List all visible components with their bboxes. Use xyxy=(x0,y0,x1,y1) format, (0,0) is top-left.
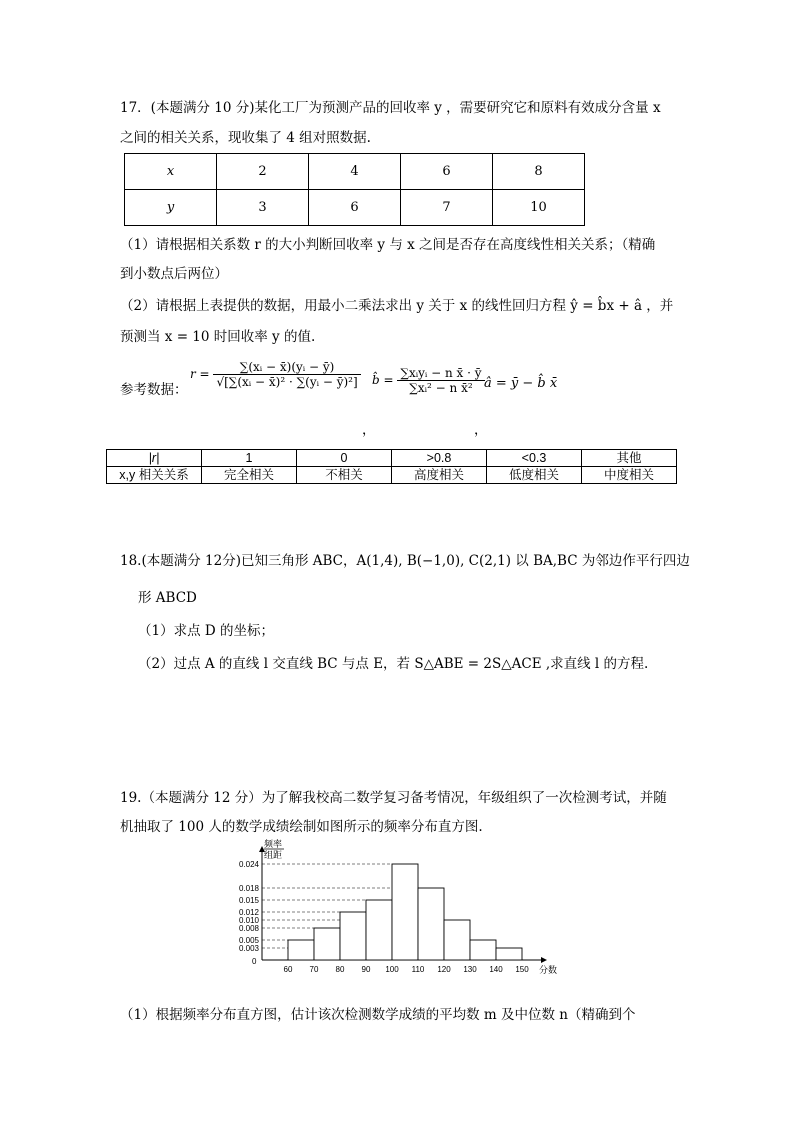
histogram-bar xyxy=(366,900,392,960)
formula-b-denominator: ∑xᵢ² − n x̄² xyxy=(409,381,473,395)
y-tick-label: 0.005 xyxy=(238,936,259,945)
table-cell: 高度相关 xyxy=(392,467,487,484)
y-tick-label: 0.018 xyxy=(238,884,259,893)
q18-part2: （2）过点 A 的直线 l 交直线 BC 与点 E，若 S△ABE = 2S△ACE ,求直线 l 的方程. xyxy=(138,656,649,672)
table-cell: <0.3 xyxy=(487,450,582,467)
table-row xyxy=(125,190,585,226)
reference-label: 参考数据： xyxy=(120,382,188,398)
table-row xyxy=(107,467,677,484)
formula-r-lhs: r = xyxy=(190,367,210,381)
y-axis-label-bottom: 组距 xyxy=(264,850,283,860)
histogram-bar xyxy=(470,940,496,960)
table-cell: 2 xyxy=(217,154,309,190)
x-tick-label: 130 xyxy=(463,965,477,974)
q17-line1: 17．(本题满分 10 分)某化工厂为预测产品的回收率 y ，需要研究它和原料有效成分含量 x xyxy=(120,100,661,116)
histogram-bar xyxy=(496,948,522,960)
q17-part1-line1: （1）请根据相关系数 r 的大小判断回收率 y 与 x 之间是否存在高度线性相关关系；（精确 xyxy=(120,237,656,253)
x-tick-label: 90 xyxy=(361,965,371,974)
q17-data-table xyxy=(124,153,585,226)
y-tick-label: 0.003 xyxy=(238,944,259,953)
formula-r-fraction xyxy=(213,360,360,389)
table-cell: x,y 相关关系 xyxy=(107,467,202,484)
x-tick-label: 70 xyxy=(309,965,319,974)
y-tick-label: 0.015 xyxy=(238,896,259,905)
q18-line2: 形 ABCD xyxy=(138,590,197,606)
histogram-bar xyxy=(340,912,366,960)
x-axis-arrow xyxy=(541,957,547,963)
x-axis-label: 分数 xyxy=(539,965,558,975)
table-cell: 0 xyxy=(297,450,392,467)
table-cell: 6 xyxy=(401,154,493,190)
table-cell: 低度相关 xyxy=(487,467,582,484)
table-cell: 4 xyxy=(309,154,401,190)
table-cell: |r| xyxy=(107,450,202,467)
histogram-bar xyxy=(288,940,314,960)
table-cell: 完全相关 xyxy=(202,467,297,484)
q17-line2: 之间的相关关系，现收集了 4 组对照数据. xyxy=(120,130,371,146)
table-cell: y xyxy=(125,190,217,226)
formula-a: â = ȳ − b̂ x̄ xyxy=(484,376,558,391)
formula-comma-2: ， xyxy=(474,422,488,438)
formula-r xyxy=(190,360,361,389)
y-axis-label-top: 频率 xyxy=(264,839,283,849)
histogram-bar xyxy=(418,888,444,960)
y-tick-label: 0.012 xyxy=(238,908,259,917)
table-cell: x xyxy=(125,154,217,190)
table-cell: 其他 xyxy=(582,450,677,467)
histogram-bar xyxy=(392,864,418,960)
correlation-table xyxy=(106,449,677,484)
formula-b xyxy=(372,366,485,395)
table-cell: 10 xyxy=(493,190,585,226)
formula-b-lhs: b̂ = xyxy=(372,373,394,387)
formula-r-denominator: √[∑(xᵢ − x̄)² · ∑(yᵢ − ȳ)²] xyxy=(216,375,358,389)
q19-line2: 机抽取了 100 人的数学成绩绘制如图所示的频率分布直方图. xyxy=(120,819,483,835)
frequency-histogram xyxy=(220,838,580,978)
q17-part2-line2: 预测当 x = 10 时回收率 y 的值. xyxy=(120,329,316,345)
table-cell: 7 xyxy=(401,190,493,226)
q19-line1: 19.（本题满分 12 分）为了解我校高二数学复习备考情况，年级组织了一次检测考试，并随 xyxy=(120,790,667,806)
table-cell: 6 xyxy=(309,190,401,226)
table-cell: 3 xyxy=(217,190,309,226)
formula-b-numerator: ∑xᵢyᵢ − n x̄ · ȳ xyxy=(397,366,484,381)
histogram-bar xyxy=(444,920,470,960)
table-row xyxy=(107,450,677,467)
table-cell: 1 xyxy=(202,450,297,467)
table-cell: 中度相关 xyxy=(582,467,677,484)
table-cell: >0.8 xyxy=(392,450,487,467)
histogram-bar xyxy=(314,928,340,960)
q19-part1: （1）根据频率分布直方图，估计该次检测数学成绩的平均数 m 及中位数 n（精确到个 xyxy=(120,1007,636,1023)
x-tick-label: 60 xyxy=(283,965,293,974)
x-tick-label: 100 xyxy=(385,965,399,974)
table-cell: 不相关 xyxy=(297,467,392,484)
q17-part2-line1: （2）请根据上表提供的数据，用最小二乘法求出 y 关于 x 的线性回归方程 ŷ = b̂x + â ，并 xyxy=(120,298,674,314)
x-tick-label: 150 xyxy=(515,965,529,974)
x-tick-label: 80 xyxy=(335,965,345,974)
table-cell: 8 xyxy=(493,154,585,190)
formula-b-fraction xyxy=(397,366,484,395)
x-tick-label: 110 xyxy=(411,965,425,974)
q18-part1: （1）求点 D 的坐标； xyxy=(138,623,274,639)
table-row xyxy=(125,154,585,190)
y-tick-label: 0.010 xyxy=(238,916,259,925)
q17-part1-line2: 到小数点后两位） xyxy=(120,266,228,282)
formula-r-numerator: ∑(xᵢ − x̄)(yᵢ − ȳ) xyxy=(213,360,360,375)
y-tick-label: 0.024 xyxy=(238,860,259,869)
formula-comma-1: ， xyxy=(362,422,376,438)
y-tick-label: 0.008 xyxy=(238,924,259,933)
q18-line1: 18.(本题满分 12分)已知三角形 ABC，A(1,4), B(−1,0), C(2,1) 以 BA,BC 为邻边作平行四边 xyxy=(120,553,690,569)
x-tick-label: 120 xyxy=(437,965,451,974)
origin-label: 0 xyxy=(252,957,257,966)
x-tick-label: 140 xyxy=(489,965,503,974)
